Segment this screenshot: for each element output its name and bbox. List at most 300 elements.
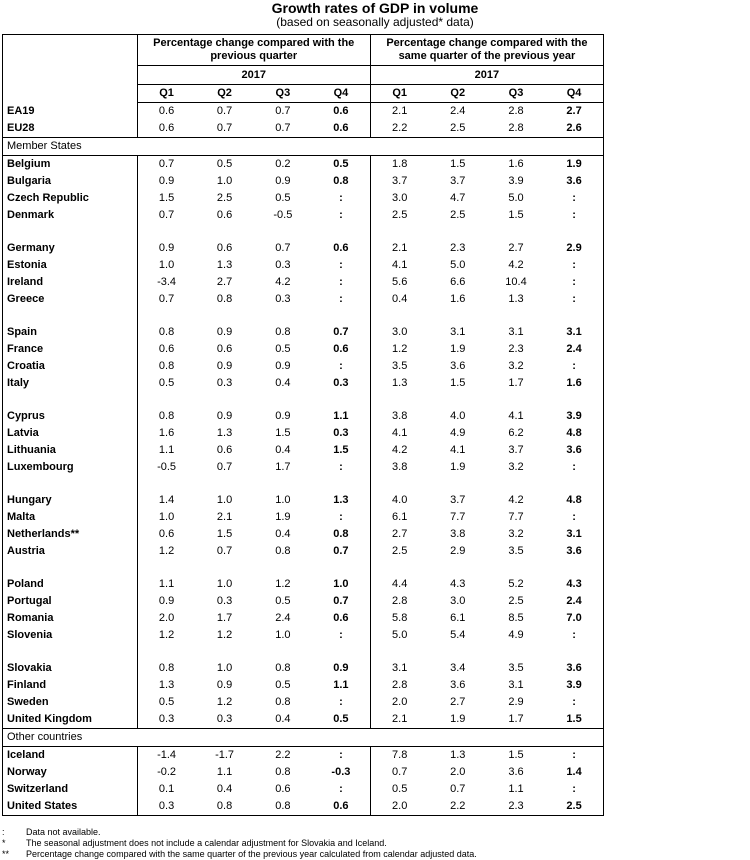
value-cell: 2.9 xyxy=(450,545,466,557)
table-row xyxy=(3,358,604,375)
value-cell: -0.5 xyxy=(157,461,177,473)
value-cell: 3.2 xyxy=(508,461,524,473)
value-cell: 2.9 xyxy=(508,696,524,708)
value-cell: : xyxy=(545,207,603,224)
table-row xyxy=(3,190,604,207)
row-label: Croatia xyxy=(3,358,138,375)
row-label: EA19 xyxy=(3,103,138,121)
section-row xyxy=(3,138,604,156)
row-label: Ireland xyxy=(3,274,138,291)
spacer-cell xyxy=(312,476,370,492)
table-row xyxy=(3,509,604,526)
value-cell: 0.5 xyxy=(312,156,370,174)
value-cell: 7.7 xyxy=(508,511,524,523)
value-cell: 0.7 xyxy=(312,324,370,341)
row-label: Estonia xyxy=(3,257,138,274)
value-cell: 1.0 xyxy=(158,511,175,523)
table-row xyxy=(3,764,604,781)
table-row xyxy=(3,425,604,442)
table-row xyxy=(3,274,604,291)
value-cell: 0.6 xyxy=(312,103,370,121)
spacer-cell xyxy=(254,644,312,660)
value-cell: 1.3 xyxy=(450,749,466,761)
footnote-text: The seasonal adjustment does not include a calendar adjustment for Slovakia and Iceland. xyxy=(26,838,387,848)
value-cell: 0.8 xyxy=(158,662,175,674)
value-cell: 2.6 xyxy=(545,120,603,138)
footnote-symbol: ** xyxy=(2,849,10,859)
value-cell: : xyxy=(312,207,370,224)
value-cell: 0.1 xyxy=(158,783,175,795)
value-cell: 1.8 xyxy=(392,158,408,170)
row-label: Cyprus xyxy=(3,408,138,425)
value-cell: 4.2 xyxy=(508,494,524,506)
section-row xyxy=(3,729,604,747)
value-cell: 0.9 xyxy=(312,660,370,677)
value-cell: 2.8 xyxy=(487,120,545,138)
value-cell: : xyxy=(312,459,370,476)
value-cell: 7.0 xyxy=(545,610,603,627)
spacer-cell xyxy=(429,224,487,240)
value-cell: 7.8 xyxy=(392,749,408,761)
row-label: Hungary xyxy=(3,492,138,509)
value-cell: 0.6 xyxy=(216,444,233,456)
value-cell: 0.6 xyxy=(216,343,233,355)
spacer-cell xyxy=(429,392,487,408)
value-cell: 3.1 xyxy=(450,326,466,338)
quarter-header: Q2 xyxy=(195,85,253,103)
value-cell: : xyxy=(545,509,603,526)
row-label: Germany xyxy=(3,240,138,257)
value-cell: 4.2 xyxy=(275,276,291,288)
value-cell: 1.0 xyxy=(216,494,233,506)
value-cell: 6.6 xyxy=(450,276,466,288)
value-cell: 0.8 xyxy=(158,360,175,372)
table-row xyxy=(3,660,604,677)
value-cell: 2.2 xyxy=(429,798,487,816)
value-cell: 0.5 xyxy=(392,783,408,795)
value-cell: : xyxy=(545,358,603,375)
value-cell: 2.8 xyxy=(392,595,408,607)
value-cell: 3.6 xyxy=(545,173,603,190)
value-cell: 2.8 xyxy=(392,679,408,691)
value-cell: 2.4 xyxy=(545,593,603,610)
value-cell: 2.5 xyxy=(392,545,408,557)
value-cell: 3.9 xyxy=(545,408,603,425)
value-cell: 1.9 xyxy=(450,343,466,355)
value-cell: 0.7 xyxy=(254,120,312,138)
value-cell: 2.7 xyxy=(216,276,233,288)
footnote-text: Percentage change compared with the same quarter of the previous year calculated from calendar adjusted data. xyxy=(26,849,477,859)
value-cell: 4.1 xyxy=(450,444,466,456)
value-cell: 1.3 xyxy=(312,492,370,509)
spacer-cell xyxy=(137,224,195,240)
value-cell: 0.7 xyxy=(216,545,233,557)
value-cell: 0.5 xyxy=(158,696,175,708)
value-cell: 2.3 xyxy=(450,242,466,254)
value-cell: 2.4 xyxy=(275,612,291,624)
table-row xyxy=(3,627,604,644)
value-cell: : xyxy=(312,190,370,207)
value-cell: 1.5 xyxy=(508,749,524,761)
value-cell: 1.7 xyxy=(508,377,524,389)
spacer-row xyxy=(3,560,604,576)
spacer-cell xyxy=(370,560,428,576)
row-label: United Kingdom xyxy=(3,711,138,729)
value-cell: 1.4 xyxy=(158,494,175,506)
value-cell: 0.9 xyxy=(275,360,291,372)
value-cell: 0.6 xyxy=(137,120,195,138)
value-cell: : xyxy=(312,509,370,526)
value-cell: 1.9 xyxy=(545,156,603,174)
spacer-cell xyxy=(487,224,545,240)
value-cell: 1.3 xyxy=(216,427,233,439)
value-cell: 0.8 xyxy=(275,545,291,557)
value-cell: 3.8 xyxy=(392,410,408,422)
row-label: Malta xyxy=(3,509,138,526)
spacer-cell xyxy=(137,308,195,324)
table-row xyxy=(3,593,604,610)
value-cell: 0.6 xyxy=(312,240,370,257)
value-cell: 8.5 xyxy=(508,612,524,624)
spacer-cell xyxy=(370,476,428,492)
value-cell: 2.3 xyxy=(508,343,524,355)
value-cell: 5.8 xyxy=(392,612,408,624)
value-cell: 2.4 xyxy=(545,341,603,358)
header-year-qoq: 2017 xyxy=(137,66,370,85)
value-cell: 2.7 xyxy=(545,103,603,121)
value-cell: 3.6 xyxy=(450,360,466,372)
value-cell: 2.0 xyxy=(370,798,428,816)
value-cell: 5.0 xyxy=(450,259,466,271)
table-row xyxy=(3,526,604,543)
value-cell: 0.9 xyxy=(275,175,291,187)
value-cell: 0.8 xyxy=(275,662,291,674)
value-cell: 0.8 xyxy=(312,173,370,190)
value-cell: 2.1 xyxy=(216,511,233,523)
table-row xyxy=(3,120,604,138)
value-cell: 0.7 xyxy=(312,593,370,610)
spacer-cell xyxy=(545,392,603,408)
value-cell: 0.3 xyxy=(216,595,233,607)
value-cell: 2.0 xyxy=(450,766,466,778)
value-cell: 6.1 xyxy=(450,612,466,624)
value-cell: 0.4 xyxy=(275,444,291,456)
value-cell: 2.1 xyxy=(370,711,428,729)
quarter-header: Q1 xyxy=(370,85,428,103)
row-label: Poland xyxy=(3,576,138,593)
table-row xyxy=(3,156,604,174)
value-cell: 1.2 xyxy=(392,343,408,355)
value-cell: 1.7 xyxy=(216,612,233,624)
row-label: Greece xyxy=(3,291,138,308)
spacer-cell xyxy=(370,644,428,660)
value-cell: 0.7 xyxy=(195,120,253,138)
spacer-cell xyxy=(254,392,312,408)
value-cell: 1.0 xyxy=(275,629,291,641)
value-cell: 1.0 xyxy=(216,578,233,590)
value-cell: 1.1 xyxy=(158,578,175,590)
spacer-cell xyxy=(312,224,370,240)
value-cell: 7.7 xyxy=(450,511,466,523)
value-cell: 2.5 xyxy=(429,120,487,138)
value-cell: 0.9 xyxy=(158,175,175,187)
value-cell: : xyxy=(545,257,603,274)
value-cell: 0.8 xyxy=(195,798,253,816)
row-label: Romania xyxy=(3,610,138,627)
value-cell: 1.1 xyxy=(508,783,524,795)
value-cell: 3.1 xyxy=(392,662,408,674)
spacer-cell xyxy=(487,560,545,576)
value-cell: 0.8 xyxy=(158,410,175,422)
value-cell: : xyxy=(312,274,370,291)
spacer-cell xyxy=(3,224,138,240)
value-cell: 0.5 xyxy=(275,343,291,355)
value-cell: 3.0 xyxy=(450,595,466,607)
value-cell: 3.1 xyxy=(508,679,524,691)
value-cell: 3.4 xyxy=(450,662,466,674)
row-label: Luxembourg xyxy=(3,459,138,476)
value-cell: 4.8 xyxy=(545,425,603,442)
value-cell: : xyxy=(545,291,603,308)
value-cell: 3.6 xyxy=(545,442,603,459)
value-cell: 0.9 xyxy=(216,360,233,372)
value-cell: 1.4 xyxy=(545,764,603,781)
value-cell: 0.5 xyxy=(216,158,233,170)
spacer-row xyxy=(3,644,604,660)
value-cell: 0.5 xyxy=(275,192,291,204)
value-cell: 0.6 xyxy=(158,528,175,540)
value-cell: : xyxy=(312,694,370,711)
value-cell: : xyxy=(312,291,370,308)
value-cell: 1.5 xyxy=(450,377,466,389)
spacer-cell xyxy=(429,476,487,492)
value-cell: 0.6 xyxy=(275,783,291,795)
value-cell: 1.7 xyxy=(275,461,291,473)
value-cell: 4.1 xyxy=(392,427,408,439)
value-cell: 0.7 xyxy=(392,766,408,778)
table-row xyxy=(3,711,604,729)
row-label: Bulgaria xyxy=(3,173,138,190)
value-cell: 2.5 xyxy=(216,192,233,204)
value-cell: 0.6 xyxy=(216,242,233,254)
value-cell: 0.9 xyxy=(216,410,233,422)
value-cell: 2.5 xyxy=(392,209,408,221)
row-label: Austria xyxy=(3,543,138,560)
row-label: Czech Republic xyxy=(3,190,138,207)
spacer-row xyxy=(3,392,604,408)
spacer-cell xyxy=(137,644,195,660)
value-cell: 0.7 xyxy=(158,209,175,221)
value-cell: 6.2 xyxy=(508,427,524,439)
spacer-cell xyxy=(370,224,428,240)
value-cell: : xyxy=(545,274,603,291)
value-cell: 1.2 xyxy=(216,629,233,641)
footnotes xyxy=(0,827,477,860)
value-cell: 2.2 xyxy=(370,120,428,138)
value-cell: 3.1 xyxy=(508,326,524,338)
row-label: Slovenia xyxy=(3,627,138,644)
value-cell: -1.7 xyxy=(215,749,235,761)
table-row xyxy=(3,677,604,694)
value-cell: : xyxy=(545,459,603,476)
value-cell: -3.4 xyxy=(157,276,177,288)
value-cell: 5.0 xyxy=(392,629,408,641)
value-cell: 0.9 xyxy=(158,595,175,607)
header-qoq: Percentage change compared with the previous quarter xyxy=(137,35,370,66)
value-cell: 0.4 xyxy=(392,293,408,305)
table-row xyxy=(3,442,604,459)
value-cell: 2.9 xyxy=(545,240,603,257)
value-cell: 0.8 xyxy=(312,526,370,543)
value-cell: 1.1 xyxy=(312,677,370,694)
value-cell: 2.0 xyxy=(392,696,408,708)
value-cell: -0.5 xyxy=(273,209,293,221)
spacer-cell xyxy=(370,392,428,408)
value-cell: : xyxy=(312,627,370,644)
value-cell: 2.5 xyxy=(508,595,524,607)
table-row xyxy=(3,240,604,257)
value-cell: : xyxy=(312,257,370,274)
value-cell: 0.7 xyxy=(216,105,233,117)
value-cell: 4.1 xyxy=(508,410,524,422)
spacer-cell xyxy=(370,308,428,324)
table-row xyxy=(3,492,604,509)
table-row xyxy=(3,543,604,560)
spacer-cell xyxy=(429,560,487,576)
value-cell: 0.3 xyxy=(137,798,195,816)
spacer-cell xyxy=(254,308,312,324)
value-cell: 0.7 xyxy=(275,105,291,117)
value-cell: 4.9 xyxy=(450,427,466,439)
spacer-row xyxy=(3,224,604,240)
value-cell: 1.7 xyxy=(487,711,545,729)
value-cell: 1.5 xyxy=(158,192,175,204)
row-label: Latvia xyxy=(3,425,138,442)
value-cell: 0.6 xyxy=(312,798,370,816)
value-cell: 0.8 xyxy=(275,326,291,338)
value-cell: 0.6 xyxy=(312,610,370,627)
value-cell: 1.5 xyxy=(450,158,466,170)
value-cell: 0.4 xyxy=(216,783,233,795)
row-label: Belgium xyxy=(3,156,138,174)
footnote xyxy=(0,838,477,849)
page-title: Growth rates of GDP in volume xyxy=(271,0,479,16)
value-cell: 0.6 xyxy=(312,341,370,358)
spacer-cell xyxy=(137,392,195,408)
value-cell: 4.7 xyxy=(450,192,466,204)
spacer-cell xyxy=(254,224,312,240)
value-cell: 3.5 xyxy=(508,662,524,674)
value-cell: 1.9 xyxy=(450,461,466,473)
value-cell: 1.9 xyxy=(429,711,487,729)
spacer-cell xyxy=(195,224,253,240)
value-cell: 0.3 xyxy=(312,375,370,392)
table-row xyxy=(3,207,604,224)
spacer-cell xyxy=(545,224,603,240)
row-label: Lithuania xyxy=(3,442,138,459)
page-subtitle: (based on seasonally adjusted* data) xyxy=(276,15,474,29)
value-cell: -1.4 xyxy=(157,749,177,761)
spacer-cell xyxy=(487,392,545,408)
row-label: Iceland xyxy=(3,747,138,765)
value-cell: 1.5 xyxy=(545,711,603,729)
spacer-cell xyxy=(195,392,253,408)
spacer-cell xyxy=(137,476,195,492)
spacer-cell xyxy=(3,476,138,492)
value-cell: 3.6 xyxy=(450,679,466,691)
spacer-cell xyxy=(3,560,138,576)
section-label: Other countries xyxy=(3,729,604,747)
value-cell: : xyxy=(312,747,370,765)
value-cell: 2.2 xyxy=(275,749,291,761)
value-cell: 1.6 xyxy=(545,375,603,392)
row-label: Spain xyxy=(3,324,138,341)
value-cell: 4.2 xyxy=(392,444,408,456)
value-cell: 0.7 xyxy=(158,158,175,170)
value-cell: 1.3 xyxy=(216,259,233,271)
value-cell: : xyxy=(312,781,370,798)
value-cell: 4.2 xyxy=(508,259,524,271)
spacer-cell xyxy=(137,560,195,576)
header-blank-cell xyxy=(3,35,138,103)
value-cell: 1.3 xyxy=(392,377,408,389)
value-cell: 0.5 xyxy=(312,711,370,729)
value-cell: 5.4 xyxy=(450,629,466,641)
value-cell: 1.1 xyxy=(216,766,233,778)
value-cell: 3.7 xyxy=(508,444,524,456)
value-cell: : xyxy=(545,747,603,765)
header-yoy: Percentage change compared with the same quarter of the previous year xyxy=(370,35,603,66)
value-cell: 3.0 xyxy=(392,192,408,204)
value-cell: 3.9 xyxy=(508,175,524,187)
value-cell: 0.4 xyxy=(275,528,291,540)
value-cell: 2.5 xyxy=(450,209,466,221)
value-cell: 0.3 xyxy=(195,711,253,729)
value-cell: 1.2 xyxy=(216,696,233,708)
table-row xyxy=(3,173,604,190)
value-cell: 6.1 xyxy=(392,511,408,523)
spacer-cell xyxy=(545,644,603,660)
spacer-cell xyxy=(254,560,312,576)
value-cell: 0.6 xyxy=(158,105,175,117)
value-cell: 3.2 xyxy=(508,360,524,372)
header-year-yoy: 2017 xyxy=(370,66,603,85)
value-cell: 0.5 xyxy=(275,595,291,607)
value-cell: 3.8 xyxy=(450,528,466,540)
value-cell: 0.8 xyxy=(216,293,233,305)
value-cell: 0.4 xyxy=(254,711,312,729)
row-label: Slovakia xyxy=(3,660,138,677)
section-label: Member States xyxy=(3,138,604,156)
row-label: Portugal xyxy=(3,593,138,610)
value-cell: 1.0 xyxy=(275,494,291,506)
spacer-cell xyxy=(487,644,545,660)
value-cell: 3.5 xyxy=(392,360,408,372)
value-cell: 1.5 xyxy=(508,209,524,221)
spacer-cell xyxy=(195,644,253,660)
value-cell: 0.4 xyxy=(275,377,291,389)
value-cell: 4.0 xyxy=(392,494,408,506)
value-cell: 2.1 xyxy=(392,105,408,117)
spacer-cell xyxy=(195,476,253,492)
value-cell: 4.3 xyxy=(450,578,466,590)
value-cell: 1.9 xyxy=(275,511,291,523)
value-cell: 0.6 xyxy=(312,120,370,138)
value-cell: 0.7 xyxy=(450,783,466,795)
value-cell: 4.9 xyxy=(508,629,524,641)
value-cell: 0.5 xyxy=(158,377,175,389)
value-cell: 2.4 xyxy=(450,105,466,117)
